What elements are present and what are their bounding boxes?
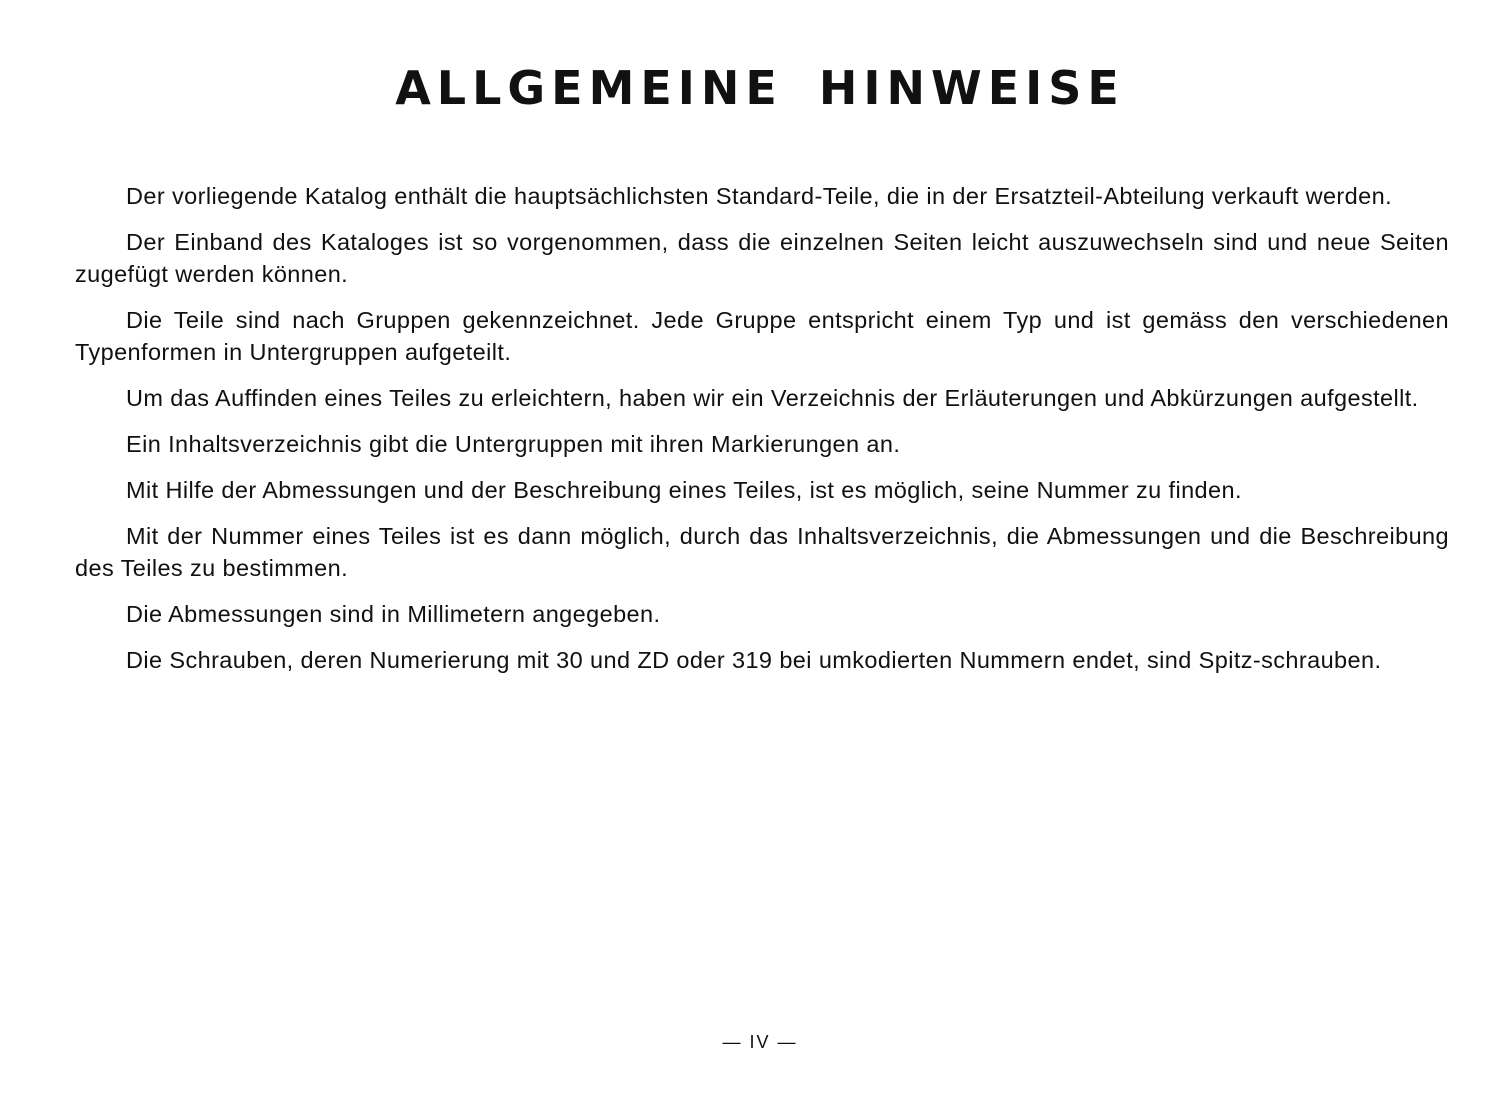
page-title: ALLGEMEINE HINWEISE <box>395 61 1125 115</box>
paragraph-screws: Die Schrauben, deren Numerierung mit 30 und ZD oder 319 bei umkodierten Nummern endet, sind Spitz-schrauben. <box>126 647 1382 673</box>
paragraph-catalog-contents: Der vorliegende Katalog enthält die hauptsächlichsten Standard-Teile, die in der Ersatzteil-Abteilung verkauft werden. <box>126 183 1392 209</box>
paragraph-groups: Die Teile sind nach Gruppen gekennzeichnet. Jede Gruppe entspricht einem Typ und ist gemäss den verschiedenen Typenformen in Untergruppen aufgeteilt. <box>75 307 1449 365</box>
body-text <box>75 180 1449 690</box>
page-number: — IV — <box>722 1032 798 1052</box>
paragraph-glossary: Um das Auffinden eines Teiles zu erleichtern, haben wir ein Verzeichnis der Erläuterungen und Abkürzungen aufgestellt. <box>126 385 1419 411</box>
paragraph-determine-description: Mit der Nummer eines Teiles ist es dann möglich, durch das Inhaltsverzeichnis, die Abmessungen und die Beschreibung des Teiles zu bestimmen. <box>75 523 1449 581</box>
paragraph-find-number: Mit Hilfe der Abmessungen und der Beschreibung eines Teiles, ist es möglich, seine Nummer zu finden. <box>126 477 1242 503</box>
paragraph-units: Die Abmessungen sind in Millimetern angegeben. <box>126 601 661 627</box>
paragraph-table-of-contents: Ein Inhaltsverzeichnis gibt die Untergruppen mit ihren Markierungen an. <box>126 431 901 457</box>
paragraph-binding: Der Einband des Kataloges ist so vorgenommen, dass die einzelnen Seiten leicht auszuwechseln sind und neue Seiten zugefügt werden können. <box>75 229 1449 287</box>
